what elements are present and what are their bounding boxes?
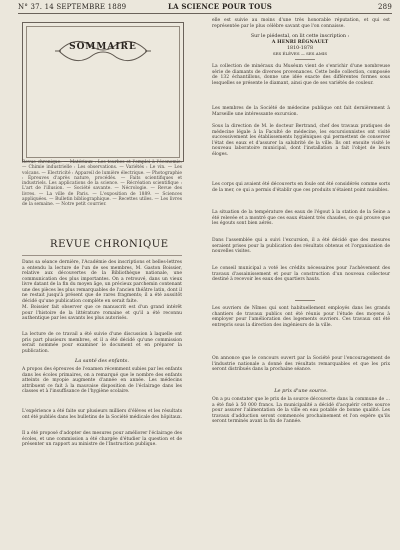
article-paragraph: Dans l'assemblée qui a suivi l'excursion, il a été décidé que des mesures seraient prises pour la publication des résultats obtenus et l'organisation de nouvelles visites. — [212, 238, 390, 254]
journal-title: LA SCIENCE POUR TOUS — [168, 2, 272, 11]
section-title: REVUE CHRONIQUE — [50, 239, 169, 250]
article-paragraph: Les corps qui avaient été découverts en foule ont été considérés comme sorts de la mer, ce qui a permis d'établir que ces produits n'étaient point nuisibles. — [212, 182, 390, 193]
inscription-years: 1810-1878 — [286, 45, 314, 51]
page-number: 289 — [378, 3, 392, 11]
separator — [295, 300, 315, 301]
issue-number: N° 37. 14 SEPTEMBRE 1889 — [18, 3, 127, 11]
article-paragraph: Les ouvriers de Nîmes qui sont habituellement employés dans les grands chantiers de travaux publics ont été réunis pour l'étude des moyens à employer pour l'amélioration des logements ouvriers. Ces travaux ont été entrepris sous la direction des ingénieurs de la ville. — [212, 306, 390, 328]
inscription-name: A HENRI RÉGNAULT — [271, 38, 329, 45]
subheading: La santé des enfants. — [75, 358, 129, 364]
article-paragraph: La lecture de ce travail a été suivie d'une discussion à laquelle ont pris part plusieurs membres, et il a été décidé qu'une commission serait nommée pour examiner le document et en préparer la publication. — [22, 332, 182, 354]
sommaire-title: SOMMAIRE — [69, 42, 137, 52]
inscription — [225, 34, 375, 57]
article-paragraph: Sous la direction de M. le docteur Bertrand, chef des travaux pratiques de médecine légale à la Faculté de médecine, les excursionnistes ont visité successivement les établissements hygiéniques qui permettent de conserver l'état des eaux et d'assurer la salubrité de la ville. Ils ont ensuite visité le nouveau laboratoire municipal, dont l'installation a fait l'objet de leurs éloges. — [212, 124, 390, 157]
article-paragraph: elle est suivie au moins d'une très honorable réputation, et qui est représentée par le plus célèbre savant que l'on connaisse. — [212, 18, 390, 29]
article-paragraph: Le conseil municipal a voté les crédits nécessaires pour l'achèvement des travaux d'assainissement et pour la construction d'un nouveau collecteur destiné à recevoir les eaux des quartiers hauts. — [212, 266, 390, 282]
page-header — [18, 1, 392, 13]
sommaire-contents: Revue chronique. — Matériaux : Les tourbes et l'emploi à l'économie. — Chimie industrielle : Les observations. — Variétés : Le vin. — Les volcans. — Electricité : Appareil de lumière électrique. — Photographie : Épreuves d'après nature, procédés. — Faits scientifiques et industriels. Les applications de la science. — Récréation scientifique : L'art de l'illusion. — Société savante. — Nécrologie. — Revue des livres. — La ville de Paris. — L'exposition de 1889. — Sciences appliquées. — Bulletin bibliographique. — Recettes utiles. — Les livres de la semaine. — Notre petit courrier. — [22, 160, 182, 208]
separator — [295, 59, 315, 60]
article-paragraph: La collection de minéraux du Muséum vient de s'enrichir d'une nombreuse série de diamants de diverses provenances. Cette belle collection, composée de 132 échantillons, donne une idée exacte des différentes formes sous lesquelles se présente le diamant, ainsi que de ses variétés de couleur. — [212, 64, 390, 86]
article-paragraph: On annonce que le concours ouvert par la Société pour l'encouragement de l'industrie nationale a donné des résultats remarquables et que les prix seront distribués dans la prochaine séance. — [212, 356, 390, 372]
header-rule — [18, 13, 392, 14]
sommaire-box — [22, 22, 184, 162]
article-paragraph: A propos des épreuves de l'examen récemment subies par les enfants dans les écoles primaires, on a remarqué que le nombre des enfants atteints de myopie augmente d'année en année. Les médecins attribuent ce fait à la mauvaise disposition de l'éclairage dans les classes et à l'insuffisance de l'hygiène scolaire. — [22, 367, 182, 394]
inscription-dedication: SES ÉLÈVES — SES AMIS — [272, 51, 328, 57]
subheading: Le prix d'une source. — [274, 388, 328, 394]
section-rule — [22, 255, 182, 256]
article-paragraph: L'expérience a été faite sur plusieurs milliers d'élèves et les résultats ont été publiés dans les bulletins de la Société médicale des hôpitaux. — [22, 409, 182, 420]
inscription-caption: Sur le piédestal, on lit cette inscription : — [250, 34, 350, 39]
article-paragraph: Dans sa séance dernière, l'Académie des inscriptions et belles-lettres a entendu la lecture de l'un de ses membres, M. Gaston Boissier, relative aux découvertes de la Bibliothèque nationale, une communication des plus importantes. On a retrouvé, dans un vieux livre datant de la fin du moyen âge, un précieux parchemin contenant une des pièces les plus remarquables de l'ancien théâtre latin, dont il ne restait jusqu'à présent que de rares fragments; il a été aussitôt décidé qu'une publication complète en serait faite. — [22, 260, 182, 304]
article-paragraph: Il a été proposé d'adopter des mesures pour améliorer l'éclairage des écoles, et une commission a été chargée d'étudier la question et de présenter un rapport au ministre de l'Instruction publique. — [22, 431, 182, 447]
article-paragraph: Les membres de la Société de médecine publique ont fait dernièrement à Marseille une intéressante excursion. — [212, 106, 390, 117]
article-paragraph: La situation de la température des eaux de l'égout à la station de la Seine a été relevée et a montré que ces eaux étaient très chaudes, ce qui prouve que les égouts sont bien aérés. — [212, 210, 390, 226]
article-paragraph: On a pu constater que le prix de la source découverte dans la commune de ... a été fixé à 50 000 francs. La municipalité a décidé d'acquérir cette source pour assurer l'alimentation de la ville en eau potable de bonne qualité. Les travaux d'adduction seront commencés prochainement et l'on espère qu'ils seront terminés avant la fin de l'année. — [212, 397, 390, 424]
article-paragraph: M. Boissier fait observer que ce manuscrit est d'un grand intérêt pour l'histoire de la littérature romaine et qu'il a été reconnu authentique par les savants les plus autorisés. — [22, 305, 182, 321]
